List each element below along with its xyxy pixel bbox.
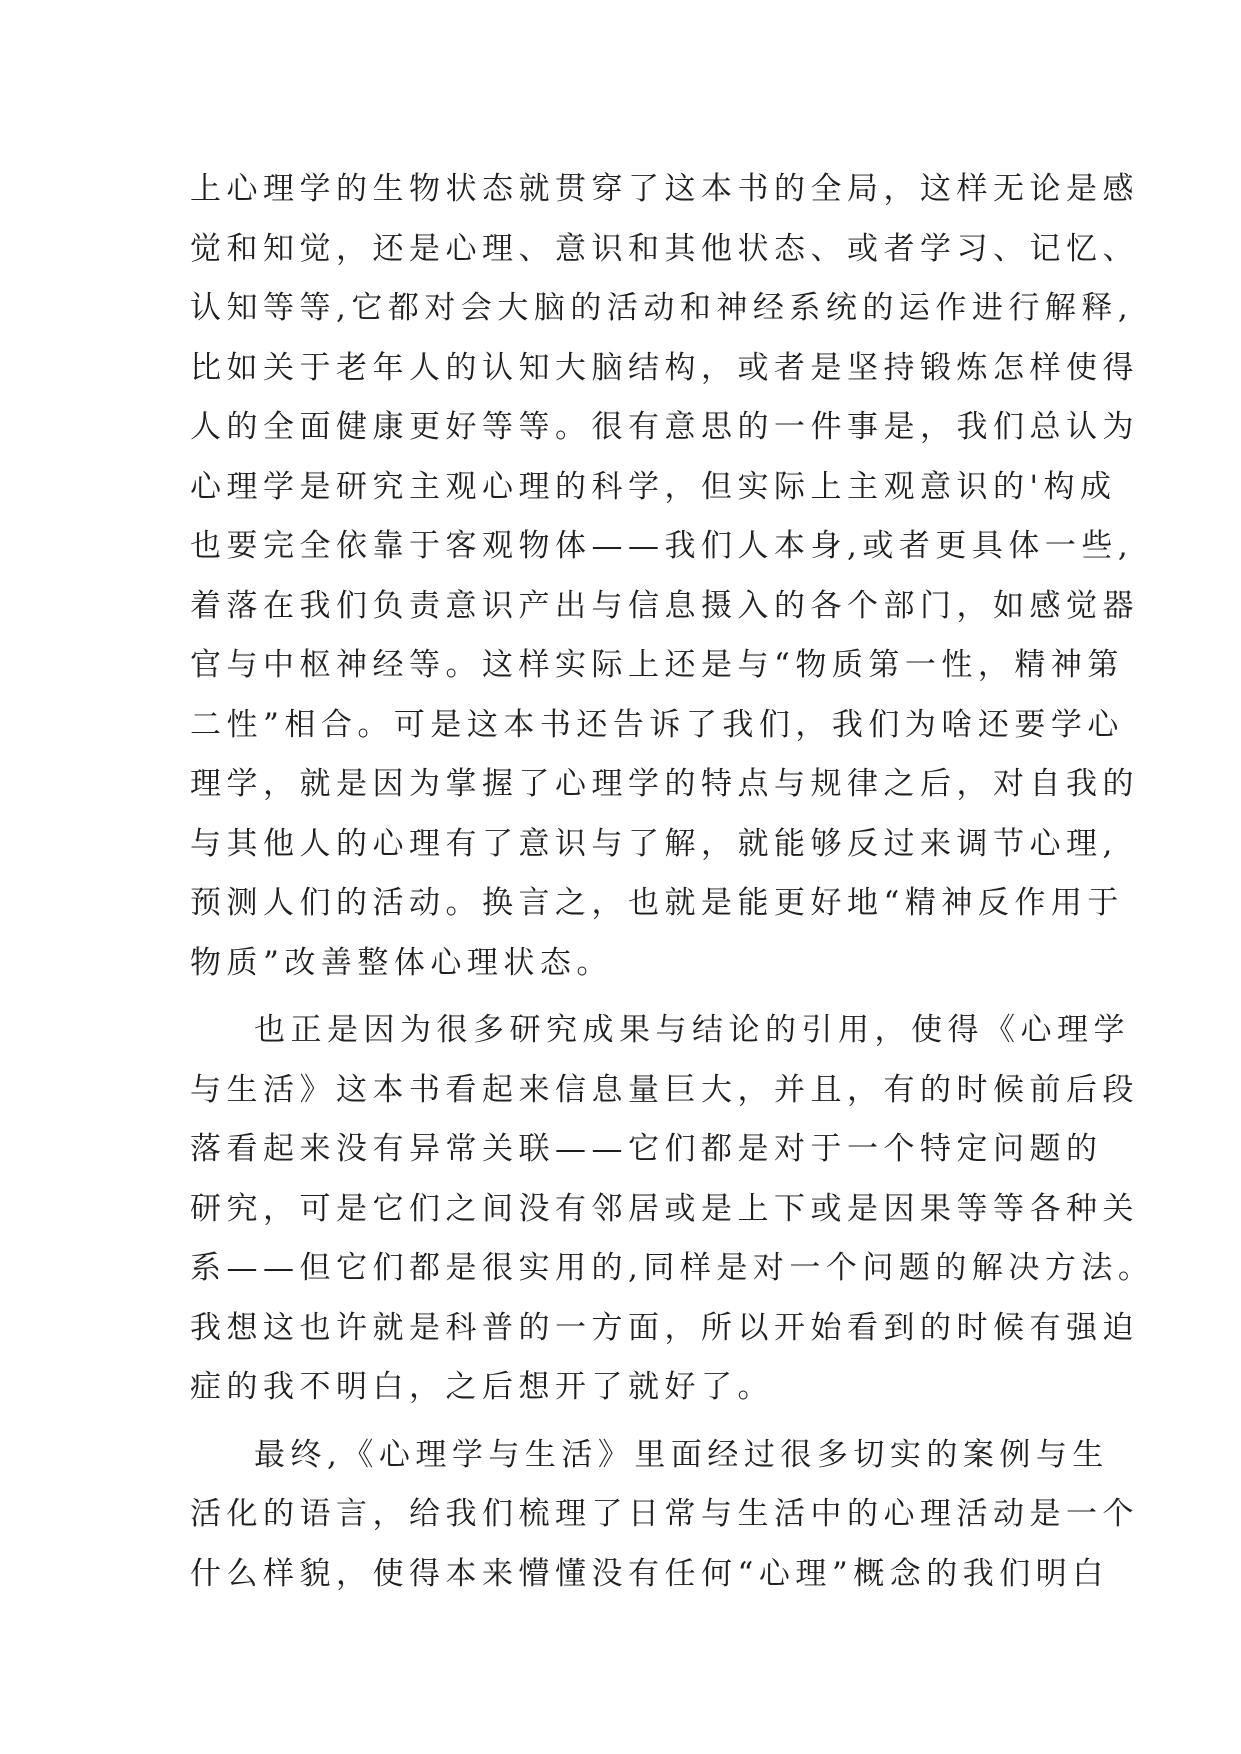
text-line: 心理学是研究主观心理的科学，但实际上主观意识的'构成 — [190, 468, 1117, 505]
text-line: 比如关于老年人的认知大脑结构，或者是坚持锻炼怎样使得 — [190, 349, 1139, 386]
paragraph-start-line: 也正是因为很多研究成果与结论的引用，使得《心理学 — [254, 1012, 1130, 1048]
text-line: 上心理学的生物状态就贯穿了这本书的全局，这样无论是感 — [190, 171, 1139, 207]
text-line: 二性”相合。可是这本书还告诉了我们，我们为啥还要学心 — [190, 706, 1124, 743]
text-line: 物质”改善整体心理状态。 — [190, 944, 613, 981]
text-line: 人的全面健康更好等等。很有意思的一件事是，我们总认为 — [190, 409, 1139, 445]
text-line: 我想这也许就是科普的一方面，所以开始看到的时候有强迫 — [190, 1309, 1139, 1346]
text-line: 着落在我们负责意识产出与信息摄入的各个部门，如感觉器 — [190, 587, 1139, 624]
text-line: 系——但它们都是很实用的,同样是对一个问题的解决方法。 — [190, 1250, 1155, 1286]
text-line: 觉和知觉，还是心理、意识和其他状态、或者学习、记忆、 — [190, 230, 1139, 267]
text-line: 落看起来没有异常关联——它们都是对于一个特定问题的 — [190, 1131, 1103, 1167]
text-line: 与生活》这本书看起来信息量巨大，并且，有的时候前后段 — [190, 1071, 1139, 1108]
text-line: 官与中枢神经等。这样实际上还是与“物质第一性，精神第 — [190, 647, 1124, 683]
paragraph-start-line: 最终,《心理学与生活》里面经过很多切实的案例与生 — [254, 1436, 1109, 1473]
text-line: 什么样貌，使得本来懵懂没有任何“心理”概念的我们明白 — [190, 1555, 1109, 1592]
text-line: 认知等等,它都对会大脑的活动和神经系统的运作进行解释, — [190, 290, 1134, 326]
text-line: 理学，就是因为掌握了心理学的特点与规律之后，对自我的 — [190, 766, 1139, 802]
text-line: 症的我不明白，之后想开了就好了。 — [190, 1369, 774, 1405]
text-line: 与其他人的心理有了意识与了解，就能够反过来调节心理, — [190, 825, 1118, 862]
text-line: 研究，可是它们之间没有邻居或是上下或是因果等等各种关 — [190, 1190, 1139, 1227]
text-line: 也要完全依靠于客观物体——我们人本身,或者更具体一些, — [190, 528, 1134, 564]
body-text — [190, 160, 1155, 1604]
text-line: 活化的语言，给我们梳理了日常与生活中的心理活动是一个 — [190, 1496, 1139, 1532]
text-line: 预测人们的活动。换言之，也就是能更好地“精神反作用于 — [190, 885, 1124, 921]
